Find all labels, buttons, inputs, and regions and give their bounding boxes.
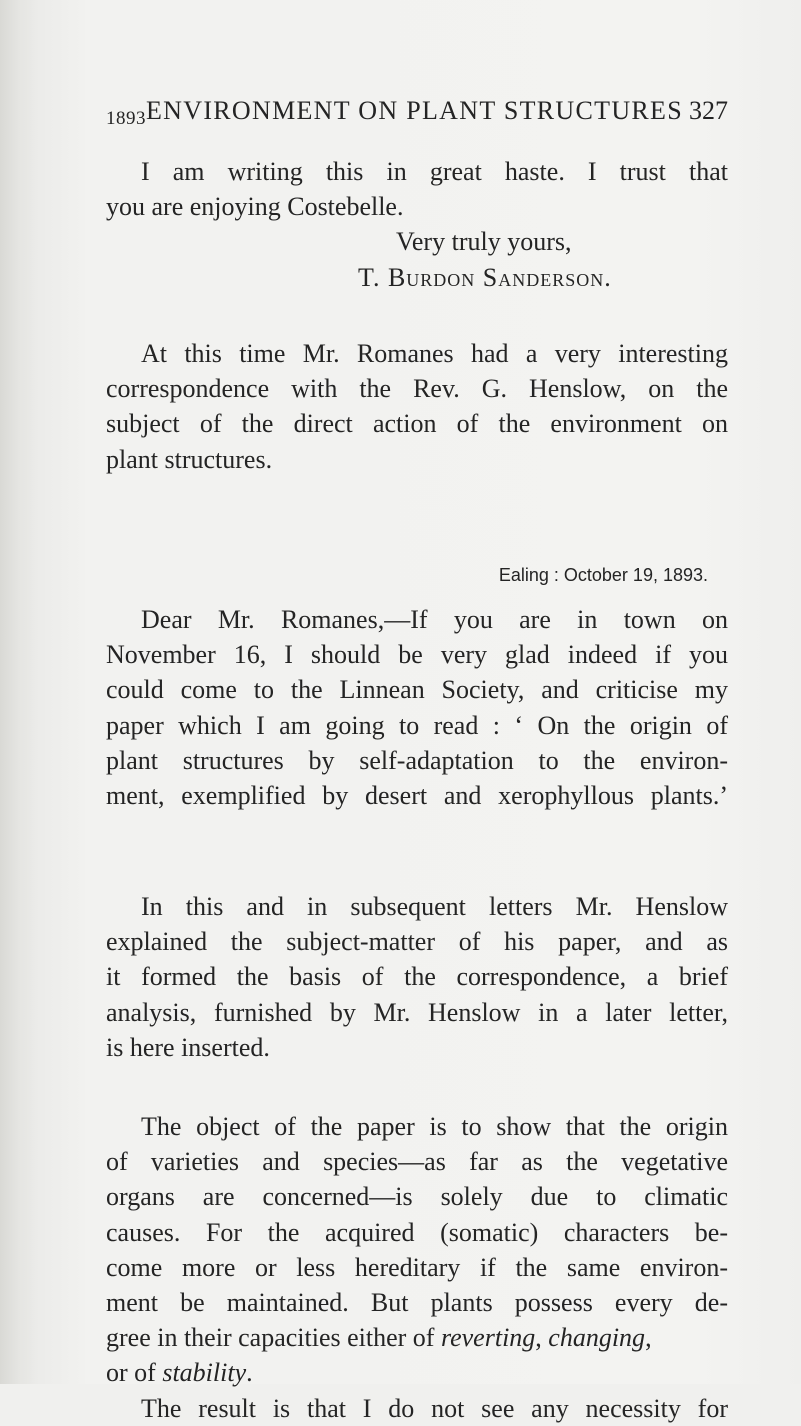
letter-signature: T. Burdon Sanderson. — [358, 262, 612, 292]
text-line: causes. For the acquired (somatic) characters be- — [106, 1217, 728, 1247]
page-number: 327 — [689, 96, 728, 125]
text-line: In this and in subsequent letters Mr. Henslow — [141, 892, 728, 921]
text-line: is here inserted. — [106, 1032, 270, 1062]
text-line: At this time Mr. Romanes had a very interesting — [141, 339, 728, 368]
text-line: subject of the direct action of the environment on — [106, 409, 728, 439]
letter-dateline: Ealing : October 19, 1893. — [498, 565, 708, 585]
text-fragment: gree in their capacities either of — [106, 1323, 435, 1353]
text-line: of varieties and species—as far as the vegetative — [106, 1147, 728, 1177]
text-line-with-italics — [106, 1355, 728, 1390]
text-line: November 16, I should be very glad indeed if you — [106, 640, 728, 670]
italic-term-stability: stability — [162, 1358, 247, 1388]
text-line: come more or less hereditary if the same environ- — [106, 1252, 728, 1282]
narrative-paragraph-2 — [106, 889, 728, 1065]
text-fragment: or of — [106, 1358, 156, 1388]
punctuation: , — [645, 1323, 652, 1353]
header-year: 1893 — [106, 108, 146, 129]
running-header — [106, 96, 728, 136]
text-line-with-italics — [106, 1320, 728, 1355]
text-line: ment, exemplified by desert and xerophyllous plants.’ — [106, 780, 728, 810]
text-line: The result is that I do not see any necessity for — [141, 1393, 728, 1423]
punctuation: , — [535, 1323, 542, 1353]
analysis-paragraph — [106, 1109, 728, 1426]
text-line: I am writing this in great haste. I trust that — [141, 157, 728, 186]
text-line: could come to the Linnean Society, and criticise my — [106, 675, 728, 705]
punctuation: . — [246, 1358, 253, 1388]
text-line: explained the subject-matter of his paper, and as — [106, 927, 728, 957]
text-line: organs are concerned—is solely due to climatic — [106, 1182, 728, 1212]
italic-term-changing: changing — [548, 1323, 646, 1353]
text-line: you are enjoying Costebelle. — [106, 192, 404, 222]
letter-end-block — [106, 154, 728, 295]
italic-term-reverting: reverting — [440, 1323, 536, 1353]
letter-closing: Very truly yours, — [396, 227, 572, 257]
text-line: Dear Mr. Romanes,—If you are in town on — [141, 605, 728, 634]
text-line: ment be maintained. But plants possess every de- — [106, 1287, 728, 1317]
page-gutter-shadow — [0, 0, 34, 1384]
text-line: analysis, furnished by Mr. Henslow in a later letter, — [106, 997, 728, 1027]
text-line: plant structures. — [106, 444, 273, 474]
text-line: plant structures by self-adaptation to the environ- — [106, 745, 728, 775]
text-line: The object of the paper is to show that the origin — [141, 1112, 728, 1141]
henslow-letter-paragraph — [106, 602, 728, 813]
text-line: correspondence with the Rev. G. Henslow, on the — [106, 374, 728, 404]
text-line: paper which I am going to read : ‘ On the origin of — [106, 710, 728, 740]
narrative-paragraph-1 — [106, 336, 728, 477]
text-line: it formed the basis of the correspondence, a brief — [106, 962, 728, 992]
header-running-title: ENVIRONMENT ON PLANT STRUCTURES — [146, 96, 683, 125]
